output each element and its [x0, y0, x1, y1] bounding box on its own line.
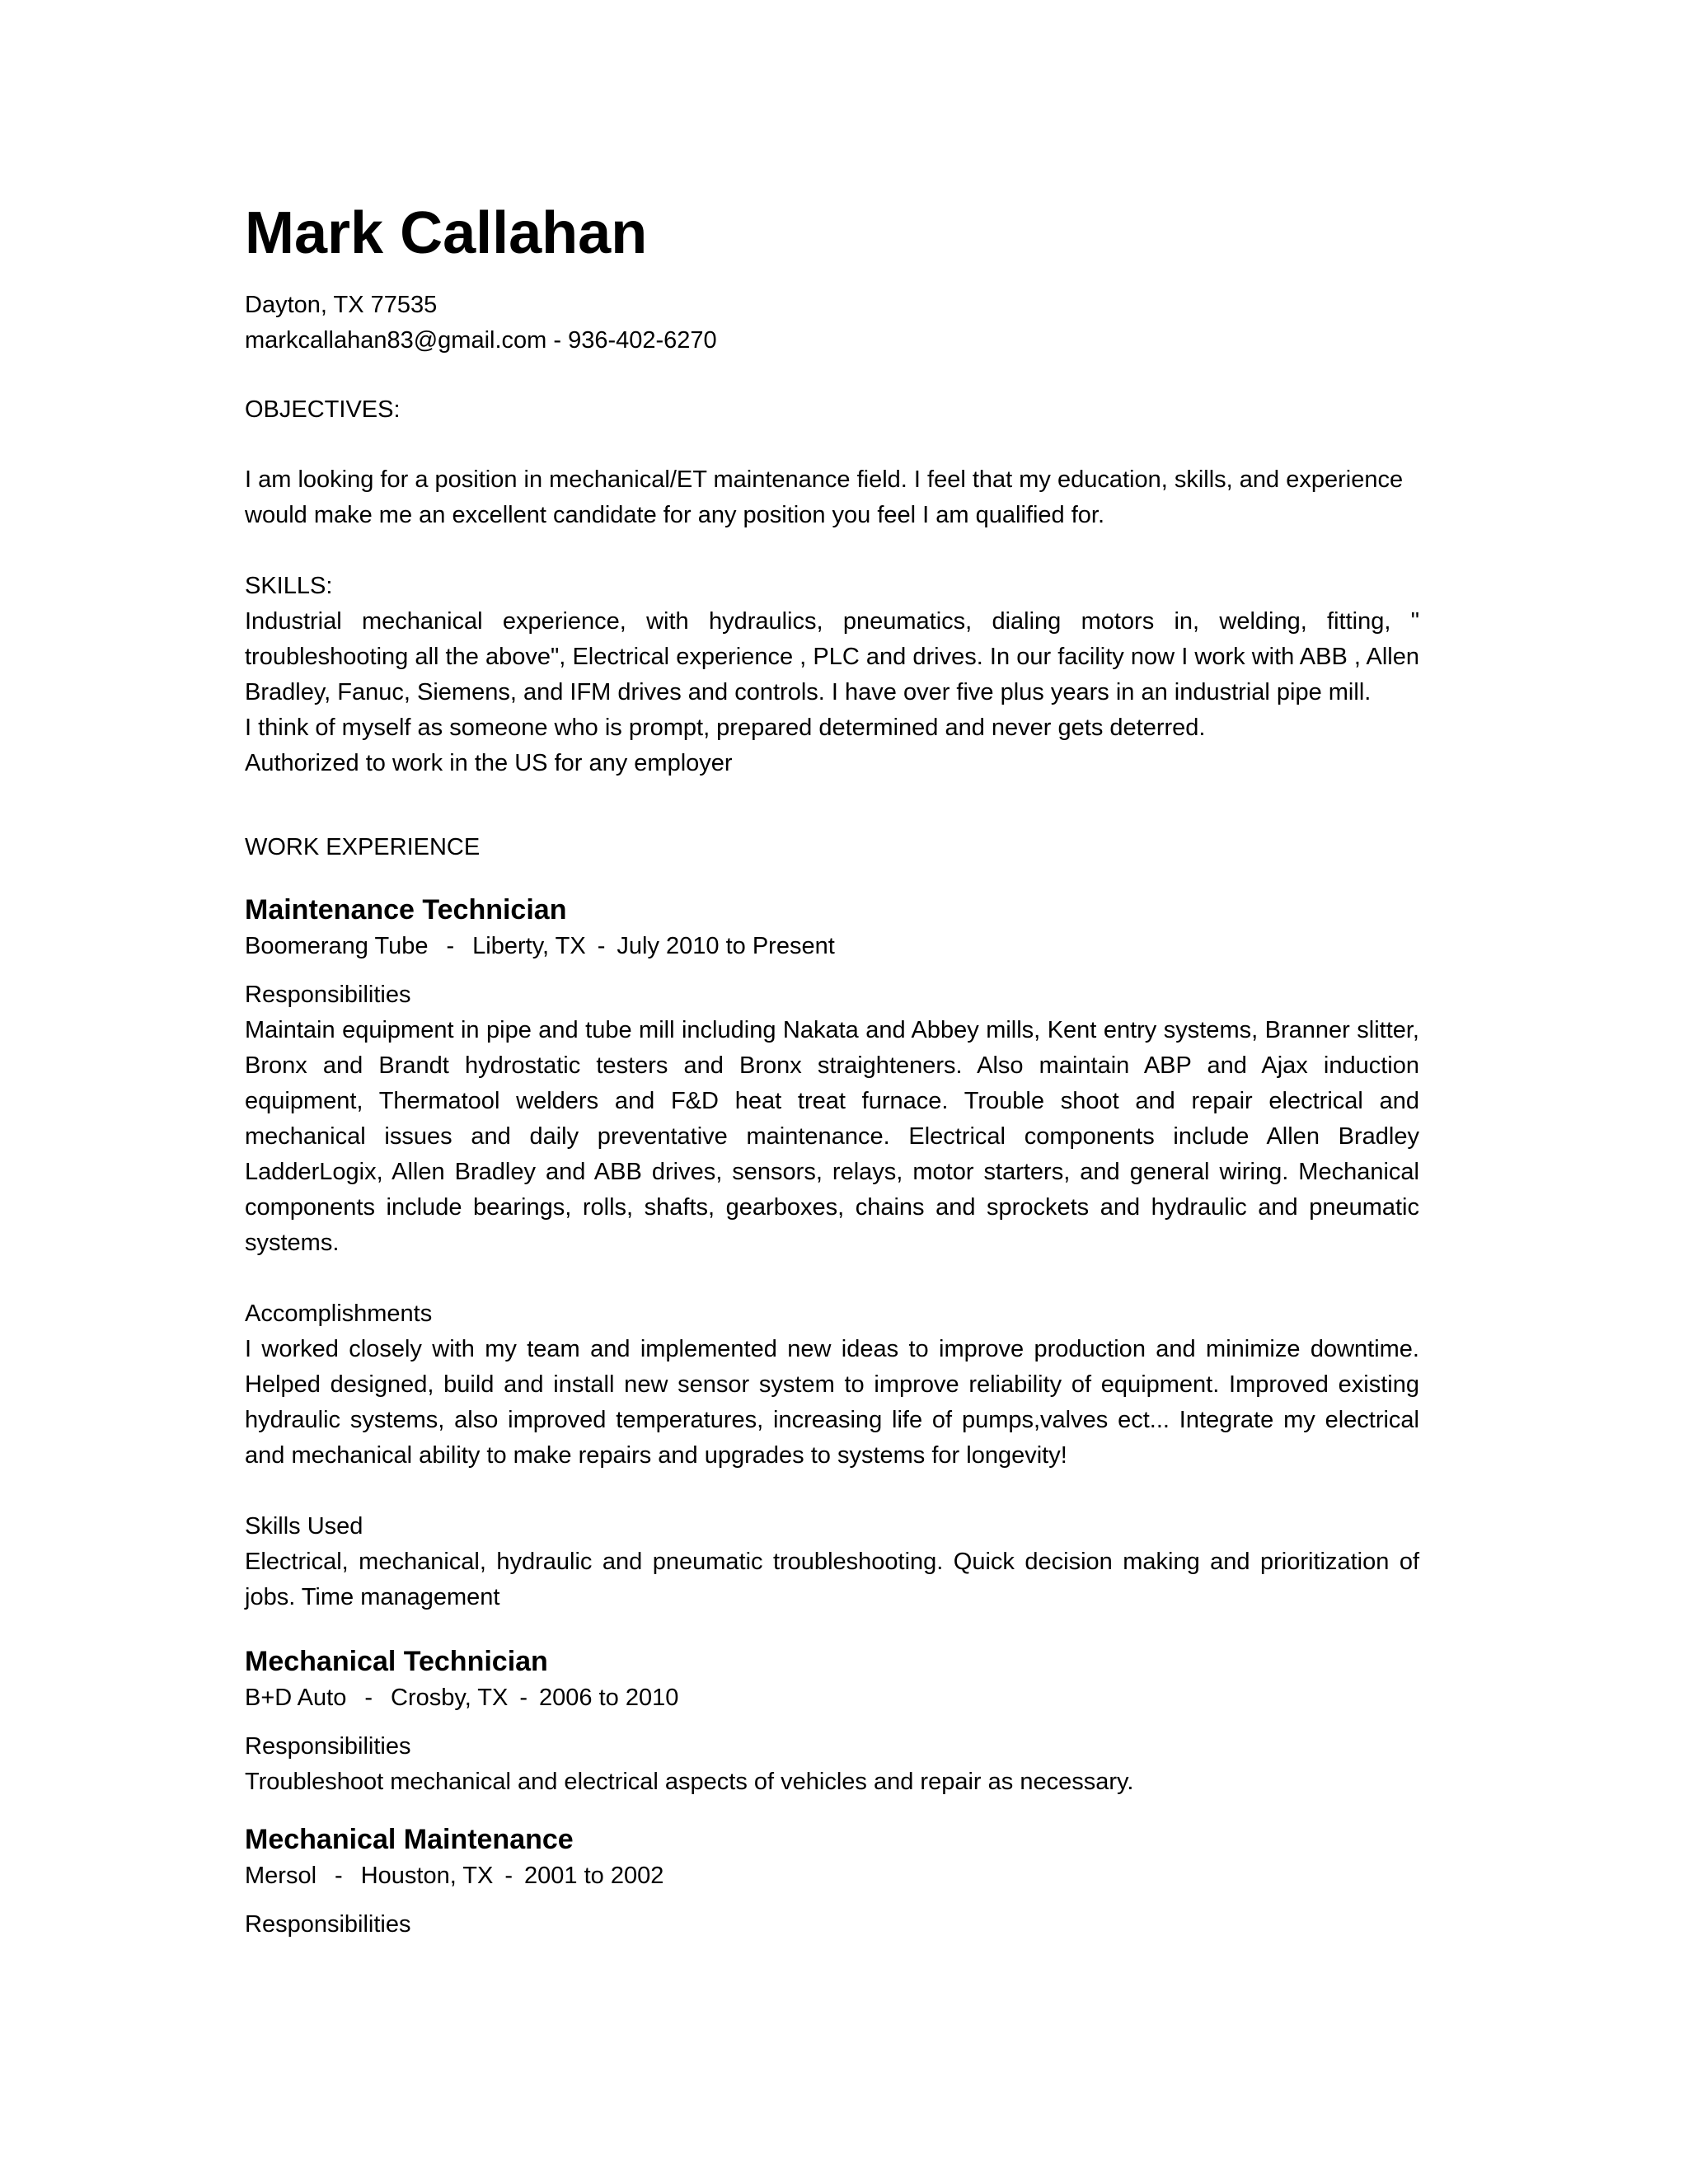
responsibilities-label: Responsibilities [245, 1911, 411, 1938]
skills-used-label: Skills Used [245, 1513, 363, 1540]
responsibilities-text: Troubleshoot mechanical and electrical aspects of vehicles and repair as necessary. [245, 1769, 1134, 1795]
job-title: Maintenance Technician [245, 894, 567, 926]
accomplishments-label: Accomplishments [245, 1301, 433, 1327]
job-title: Mechanical Maintenance [245, 1824, 574, 1855]
job-dates: 2001 to 2002 [524, 1863, 664, 1889]
job-separator: - [519, 1685, 528, 1711]
job-company: Boomerang Tube [245, 933, 429, 959]
job-company: Mersol [245, 1863, 317, 1889]
job-location: Liberty, TX [472, 933, 586, 959]
objectives-heading: OBJECTIVES: [245, 396, 401, 423]
accomplishments-text: I worked closely with my team and implemented new ideas to improve production and minimize downtime. Helped designed, build and install new sensor system to improve reliability of equipment. Improved existing hydraulic systems, also improved temperatures, increasing life of pumps,valves ect... Integrate my electrical and mechanical ability to make repairs and upgrades to systems for longevity! [245, 1336, 1419, 1469]
skills-text: Industrial mechanical experience, with hydraulics, pneumatics, dialing motors in, welding, fitting, " troubleshooting all the above", Electrical experience , PLC and drives. In our facility now I work with ABB , Allen Bradley, Fanuc, Siemens, and IFM drives and controls. I have over five plus years in an industrial pipe mill. [245, 608, 1419, 705]
location-line: Dayton, TX 77535 [245, 292, 438, 318]
contact-line: markcallahan83@gmail.com - 936-402-6270 [245, 327, 717, 354]
job-separator: - [597, 933, 606, 959]
job-company: B+D Auto [245, 1685, 347, 1711]
candidate-name: Mark Callahan [245, 200, 648, 266]
responsibilities-text: Maintain equipment in pipe and tube mill including Nakata and Abbey mills, Kent entry systems, Branner slitter, Bronx and Brandt hydrostatic testers and Bronx straighteners. Also maintain ABP and Ajax induction equipment, Thermatool welders and F&D heat treat furnace. Trouble shoot and repair electrical and mechanical issues and daily preventative maintenance. Electrical components include Allen Bradley LadderLogix, Allen Bradley and ABB drives, sensors, relays, motor starters, and general wiring. Mechanical components include bearings, rolls, shafts, gearboxes, chains and sprockets and hydraulic and pneumatic systems. [245, 1017, 1419, 1256]
job-location: Crosby, TX [391, 1685, 509, 1711]
job-dates: July 2010 to Present [617, 933, 835, 959]
responsibilities-label: Responsibilities [245, 1733, 411, 1760]
job-title: Mechanical Technician [245, 1646, 548, 1677]
job-meta [245, 1858, 663, 1894]
job-meta [245, 1680, 678, 1716]
resume-page [245, 0, 1419, 2184]
job-meta [245, 929, 835, 964]
job-separator: - [446, 933, 455, 959]
skills-heading: SKILLS: [245, 573, 333, 599]
work-experience-heading: WORK EXPERIENCE [245, 834, 481, 860]
skills-used-text: Electrical, mechanical, hydraulic and pneumatic troubleshooting. Quick decision making and prioritization of jobs. Time management [245, 1549, 1419, 1610]
objectives-text: I am looking for a position in mechanical/ET maintenance field. I feel that my education, skills, and experience would make me an excellent candidate for any position you feel I am qualified for. [245, 466, 1404, 528]
job-separator: - [504, 1863, 513, 1889]
job-dates: 2006 to 2010 [539, 1685, 679, 1711]
job-separator: - [335, 1863, 343, 1889]
responsibilities-label: Responsibilities [245, 982, 411, 1008]
work-authorization: Authorized to work in the US for any employer [245, 750, 733, 776]
skills-self-description: I think of myself as someone who is prompt, prepared determined and never gets deterred. [245, 715, 1206, 741]
job-separator: - [364, 1685, 373, 1711]
job-location: Houston, TX [360, 1863, 494, 1889]
